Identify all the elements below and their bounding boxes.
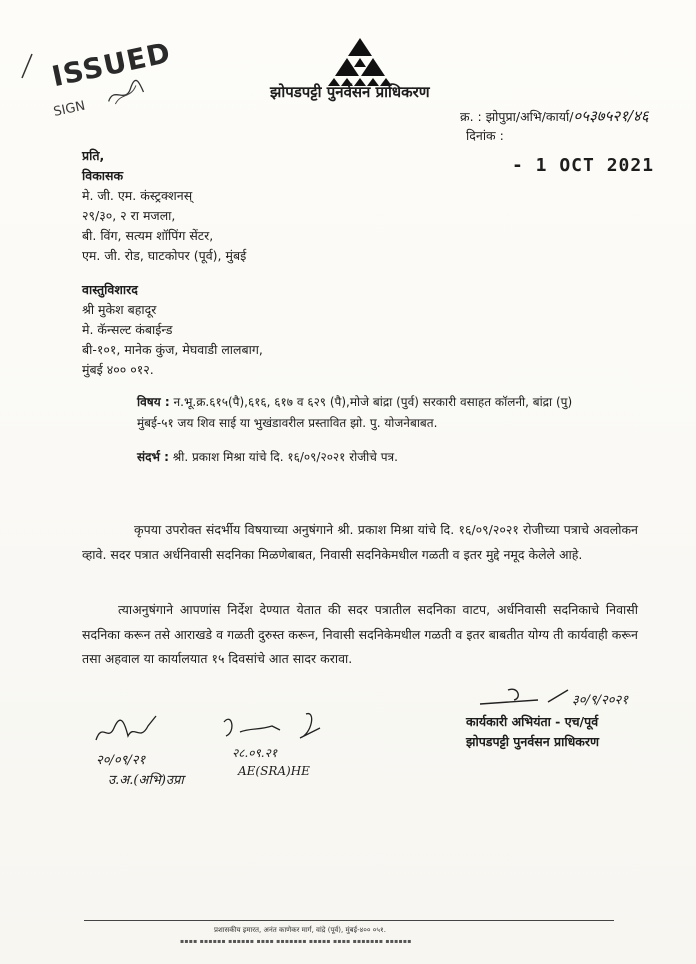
organization-name: झोपडपट्टी पुनर्वसन प्राधिकरण [270,83,430,101]
signature-handwritten-date: ३०/९/२०२१ [572,693,629,708]
initials-left-date: २०/०९/२१ [96,753,146,768]
architect-line: मे. कॅन्सल्ट कंबाईन्ड [82,322,173,337]
architect-line: श्री मुकेश बहादूर [82,302,157,317]
initials-left-signature [94,712,174,748]
stamp-signature-scribble [103,78,147,110]
architect-title: वास्तुविशारद [82,282,138,297]
footer-divider [84,920,614,921]
reference-handwritten-number: ०५३७५२१/४६ [573,107,649,125]
reference-note-label: संदर्भ : [137,450,169,464]
signatory-designation: कार्यकारी अभियंता - एच/पूर्व [466,714,599,729]
signature-block [466,712,599,752]
reference-note-text: श्री. प्रकाश मिश्रा यांचे दि. १६/०९/२०२१ रोजीचे पत्र. [172,450,398,464]
body-paragraph-1: कृपया उपरोक्त संदर्भीय विषयाच्या अनुषंगाने श्री. प्रकाश मिश्रा यांचे दि. १६/०९/२०२१ रोजीच्या पत्राचे अवलोकन व्हावे. सदर पत्रात अर्धनिवासी सदनिका मिळणेबाबत, निवासी सदनिकेमधील गळती व इतर मुद्दे नमूद केलेले आहे. [82,522,638,562]
initials-middle-code: AE(SRA)HE [238,764,310,778]
developer-line: मे. जी. एम. कंस्ट्रक्शनस् [82,188,193,203]
footer-address: प्रशासकीय इमारत, अनंत काणेकर मार्ग, वांद्रे (पूर्व), मुंबई-४०० ०५१. [214,926,386,934]
footer-contact-line: ▪▪▪▪ ▪▪▪▪▪▪ ▪▪▪▪▪▪ ▪▪▪▪ ▪▪▪▪▪▪▪ ▪▪▪▪▪ ▪▪▪▪ ▪▪▪▪▪▪▪ ▪▪▪▪▪▪ [180,938,412,945]
architect-address [82,280,263,380]
subject-label: विषय : [137,395,170,409]
issued-stamp [37,34,191,141]
sra-logo-icon [327,38,393,86]
signatory-organization: झोपडपट्टी पुनर्वसन प्राधिकरण [466,734,600,749]
reference-note [137,448,398,465]
reference-number [460,106,649,126]
developer-title: विकासक [82,168,124,183]
initials-middle-signature [220,708,330,742]
date-label: दिनांक : [466,128,504,143]
stamp-sign-label: SIGN [52,98,87,120]
pen-scratch-mark [18,52,38,82]
architect-line: मुंबई ४०० ०१२. [82,362,154,377]
developer-line: २९/३०, २ रा मजला, [82,208,176,223]
date-stamp: - 1 OCT 2021 [512,155,655,176]
subject-line-1: न.भू.क्र.६१५(पै),६१६, ६१७ व ६२९ (पै),मोजे बांद्रा (पुर्व) सरकारी वसाहत कॉलनी, बांद्रा (पु) [173,395,573,409]
architect-line: बी-१०१, मानेक कुंज, मेघवाडी लालबाग, [82,342,263,357]
initials-left-note: उ.अ.(अभि)उप्रा [108,773,184,788]
reference-prefix: क्र. : झोपुप्रा/अभि/कार्या/ [460,109,574,124]
prati-label: प्रति, [82,148,105,163]
officer-signature [478,684,658,714]
body-paragraph-2: त्याअनुषंगाने आपणांस निर्देश देण्यात येतात की सदर पत्रातील सदनिका वाटप, अर्धनिवासी सदनिकाचे निवासी सदनिका करून तसे आराखडे व गळती दुरुस्त करून, निवासी सदनिकेमधील गळती व इतर बाबतीत योग्य ती कार्यवाही करून तसा अहवाल या कार्यालयात १५ दिवसांचे आत सादर करावा. [82,602,638,666]
subject-block [137,392,607,434]
subject-line-2: मुंबई-५१ जय शिव साई या भुखंडावरील प्रस्तावित झो. पु. योजनेबाबत. [137,416,438,430]
developer-line: एम. जी. रोड, घाटकोपर (पूर्व), मुंबई [82,248,247,263]
developer-address [82,146,246,266]
initials-middle-date: २८.०९.२१ [232,746,278,760]
stamp-issued-text: ISSUED [48,35,174,94]
developer-line: बी. विंग, सत्यम शॉपिंग सेंटर, [82,228,214,243]
